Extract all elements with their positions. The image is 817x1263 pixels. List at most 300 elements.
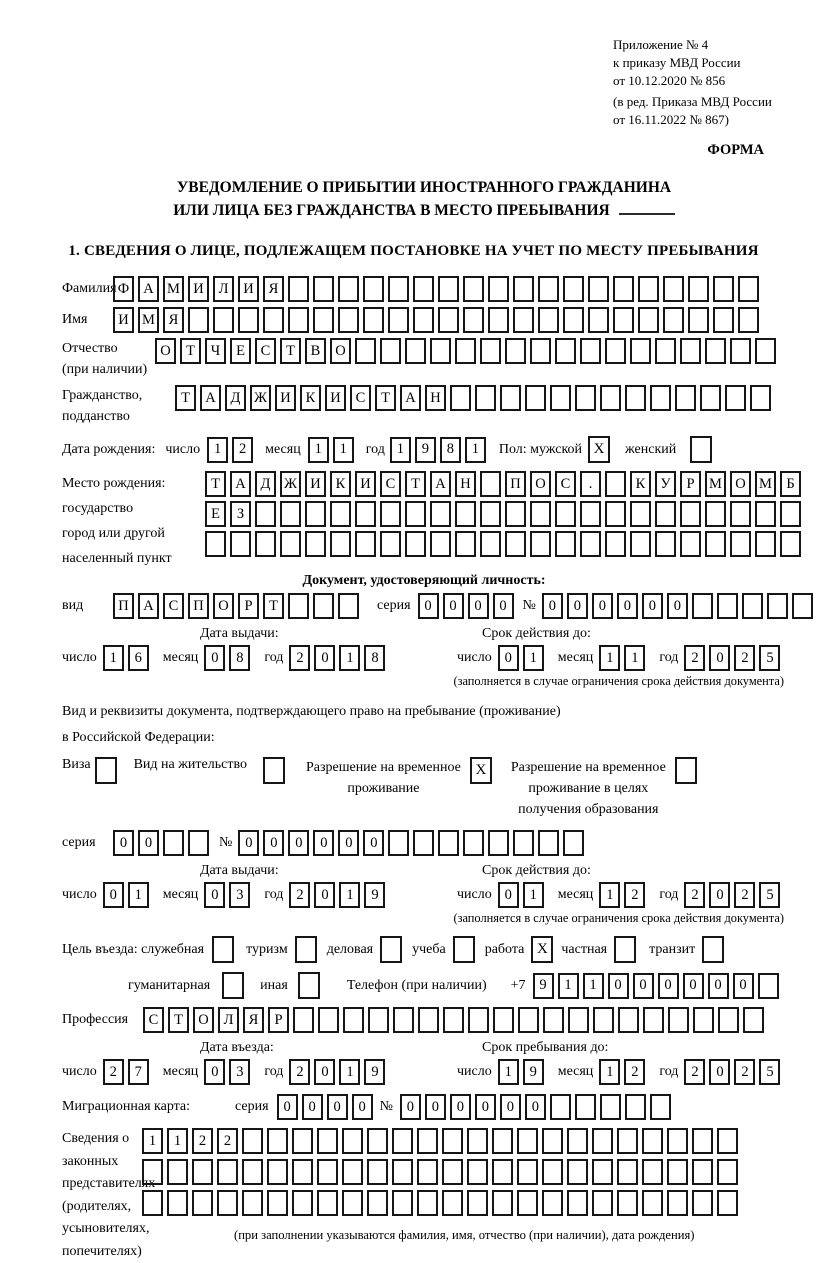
char-cell[interactable]: С	[350, 385, 371, 411]
char-cell[interactable]	[680, 531, 701, 557]
char-cell[interactable]	[605, 338, 626, 364]
char-cell[interactable]: 0	[314, 882, 335, 908]
char-cell[interactable]: 0	[709, 1059, 730, 1085]
char-cell[interactable]	[455, 531, 476, 557]
char-cell[interactable]: 0	[608, 973, 629, 999]
char-cell[interactable]: Т	[280, 338, 301, 364]
char-cell[interactable]	[292, 1190, 313, 1216]
char-cell[interactable]	[455, 338, 476, 364]
char-cell[interactable]	[188, 307, 209, 333]
char-cell[interactable]	[780, 501, 801, 527]
char-cell[interactable]	[588, 276, 609, 302]
char-cell[interactable]: Ф	[113, 276, 134, 302]
char-cell[interactable]	[213, 307, 234, 333]
char-cell[interactable]: Т	[375, 385, 396, 411]
char-cell[interactable]	[730, 501, 751, 527]
char-cell[interactable]	[638, 276, 659, 302]
char-cell[interactable]: 1	[308, 437, 329, 463]
char-cell[interactable]: 1	[523, 645, 544, 671]
char-cell[interactable]	[567, 1128, 588, 1154]
char-cell[interactable]	[380, 338, 401, 364]
char-cell[interactable]	[355, 338, 376, 364]
char-cell[interactable]: 2	[217, 1128, 238, 1154]
char-cell[interactable]	[392, 1128, 413, 1154]
char-cell[interactable]: М	[755, 471, 776, 497]
char-cell[interactable]	[705, 501, 726, 527]
char-cell[interactable]: 0	[400, 1094, 421, 1120]
char-cell[interactable]	[163, 830, 184, 856]
char-cell[interactable]	[238, 307, 259, 333]
char-cell[interactable]: 0	[500, 1094, 521, 1120]
char-cell[interactable]	[517, 1128, 538, 1154]
char-cell[interactable]	[693, 1007, 714, 1033]
char-cell[interactable]: 0	[288, 830, 309, 856]
sex-male-checkbox[interactable]: X	[588, 436, 610, 463]
char-cell[interactable]: 5	[759, 882, 780, 908]
char-cell[interactable]	[388, 276, 409, 302]
char-cell[interactable]	[488, 276, 509, 302]
char-cell[interactable]: 1	[558, 973, 579, 999]
char-cell[interactable]	[355, 531, 376, 557]
char-cell[interactable]	[455, 501, 476, 527]
char-cell[interactable]	[192, 1159, 213, 1185]
char-cell[interactable]: А	[200, 385, 221, 411]
char-cell[interactable]	[480, 531, 501, 557]
char-cell[interactable]	[475, 385, 496, 411]
char-cell[interactable]: 0	[450, 1094, 471, 1120]
char-cell[interactable]	[317, 1190, 338, 1216]
char-cell[interactable]: 0	[204, 882, 225, 908]
char-cell[interactable]: А	[138, 593, 159, 619]
char-cell[interactable]	[392, 1190, 413, 1216]
char-cell[interactable]: 5	[759, 645, 780, 671]
char-cell[interactable]: 1	[583, 973, 604, 999]
char-cell[interactable]	[638, 307, 659, 333]
char-cell[interactable]	[738, 307, 759, 333]
char-cell[interactable]	[493, 1007, 514, 1033]
char-cell[interactable]: 1	[207, 437, 228, 463]
char-cell[interactable]: 0	[567, 593, 588, 619]
char-cell[interactable]: 2	[103, 1059, 124, 1085]
char-cell[interactable]: С	[163, 593, 184, 619]
char-cell[interactable]	[625, 385, 646, 411]
char-cell[interactable]: 0	[313, 830, 334, 856]
char-cell[interactable]: О	[213, 593, 234, 619]
char-cell[interactable]	[405, 338, 426, 364]
char-cell[interactable]	[480, 501, 501, 527]
char-cell[interactable]: П	[188, 593, 209, 619]
char-cell[interactable]	[442, 1159, 463, 1185]
char-cell[interactable]: 0	[338, 830, 359, 856]
char-cell[interactable]	[492, 1159, 513, 1185]
char-cell[interactable]	[655, 531, 676, 557]
char-cell[interactable]: 1	[599, 645, 620, 671]
char-cell[interactable]: 1	[498, 1059, 519, 1085]
char-cell[interactable]	[342, 1190, 363, 1216]
char-cell[interactable]	[705, 531, 726, 557]
char-cell[interactable]: 0	[277, 1094, 298, 1120]
char-cell[interactable]: 0	[542, 593, 563, 619]
char-cell[interactable]	[417, 1190, 438, 1216]
char-cell[interactable]	[555, 338, 576, 364]
char-cell[interactable]	[730, 338, 751, 364]
char-cell[interactable]	[430, 338, 451, 364]
char-cell[interactable]	[592, 1159, 613, 1185]
char-cell[interactable]	[313, 593, 334, 619]
char-cell[interactable]	[463, 307, 484, 333]
char-cell[interactable]: 0	[363, 830, 384, 856]
char-cell[interactable]	[513, 830, 534, 856]
char-cell[interactable]	[242, 1190, 263, 1216]
char-cell[interactable]: 0	[314, 645, 335, 671]
char-cell[interactable]: И	[325, 385, 346, 411]
char-cell[interactable]: 0	[709, 645, 730, 671]
char-cell[interactable]	[480, 338, 501, 364]
char-cell[interactable]	[288, 593, 309, 619]
char-cell[interactable]: Д	[255, 471, 276, 497]
char-cell[interactable]	[438, 276, 459, 302]
char-cell[interactable]	[417, 1128, 438, 1154]
char-cell[interactable]	[292, 1128, 313, 1154]
char-cell[interactable]: А	[430, 471, 451, 497]
char-cell[interactable]	[217, 1190, 238, 1216]
char-cell[interactable]: 2	[734, 1059, 755, 1085]
char-cell[interactable]	[318, 1007, 339, 1033]
char-cell[interactable]	[580, 338, 601, 364]
char-cell[interactable]: С	[380, 471, 401, 497]
char-cell[interactable]	[575, 385, 596, 411]
char-cell[interactable]: 0	[683, 973, 704, 999]
char-cell[interactable]	[667, 1159, 688, 1185]
char-cell[interactable]: А	[230, 471, 251, 497]
char-cell[interactable]	[355, 501, 376, 527]
char-cell[interactable]	[392, 1159, 413, 1185]
char-cell[interactable]	[518, 1007, 539, 1033]
char-cell[interactable]	[713, 307, 734, 333]
char-cell[interactable]: М	[705, 471, 726, 497]
char-cell[interactable]	[543, 1007, 564, 1033]
char-cell[interactable]: А	[400, 385, 421, 411]
char-cell[interactable]	[725, 385, 746, 411]
char-cell[interactable]	[342, 1159, 363, 1185]
char-cell[interactable]: 0	[263, 830, 284, 856]
char-cell[interactable]	[743, 1007, 764, 1033]
char-cell[interactable]	[500, 385, 521, 411]
char-cell[interactable]	[205, 531, 226, 557]
char-cell[interactable]	[667, 1190, 688, 1216]
char-cell[interactable]	[188, 830, 209, 856]
char-cell[interactable]	[555, 501, 576, 527]
char-cell[interactable]	[492, 1190, 513, 1216]
char-cell[interactable]	[538, 830, 559, 856]
char-cell[interactable]: Т	[168, 1007, 189, 1033]
char-cell[interactable]: О	[730, 471, 751, 497]
char-cell[interactable]	[267, 1190, 288, 1216]
char-cell[interactable]: Ж	[280, 471, 301, 497]
char-cell[interactable]	[655, 338, 676, 364]
char-cell[interactable]	[267, 1128, 288, 1154]
char-cell[interactable]	[280, 501, 301, 527]
char-cell[interactable]	[450, 385, 471, 411]
char-cell[interactable]	[167, 1159, 188, 1185]
char-cell[interactable]: И	[113, 307, 134, 333]
char-cell[interactable]	[313, 307, 334, 333]
char-cell[interactable]	[563, 307, 584, 333]
char-cell[interactable]: Ж	[250, 385, 271, 411]
char-cell[interactable]	[613, 276, 634, 302]
char-cell[interactable]	[505, 531, 526, 557]
purpose-private-checkbox[interactable]	[614, 936, 636, 963]
char-cell[interactable]: 2	[289, 645, 310, 671]
char-cell[interactable]	[305, 501, 326, 527]
char-cell[interactable]: 1	[339, 1059, 360, 1085]
char-cell[interactable]: Я	[263, 276, 284, 302]
char-cell[interactable]	[380, 531, 401, 557]
char-cell[interactable]	[688, 276, 709, 302]
char-cell[interactable]: 0	[418, 593, 439, 619]
char-cell[interactable]	[488, 307, 509, 333]
char-cell[interactable]: 2	[232, 437, 253, 463]
char-cell[interactable]: 0	[667, 593, 688, 619]
char-cell[interactable]: О	[193, 1007, 214, 1033]
char-cell[interactable]	[593, 1007, 614, 1033]
char-cell[interactable]: 2	[192, 1128, 213, 1154]
char-cell[interactable]	[142, 1159, 163, 1185]
char-cell[interactable]	[480, 471, 501, 497]
char-cell[interactable]	[542, 1190, 563, 1216]
char-cell[interactable]: Т	[175, 385, 196, 411]
char-cell[interactable]	[530, 338, 551, 364]
char-cell[interactable]: 2	[624, 1059, 645, 1085]
char-cell[interactable]	[588, 307, 609, 333]
char-cell[interactable]	[692, 593, 713, 619]
char-cell[interactable]	[738, 276, 759, 302]
char-cell[interactable]: Е	[205, 501, 226, 527]
char-cell[interactable]	[530, 501, 551, 527]
char-cell[interactable]: 0	[238, 830, 259, 856]
char-cell[interactable]: 9	[364, 1059, 385, 1085]
purpose-other-checkbox[interactable]	[298, 972, 320, 999]
char-cell[interactable]	[550, 1094, 571, 1120]
char-cell[interactable]: 6	[128, 645, 149, 671]
char-cell[interactable]	[338, 307, 359, 333]
char-cell[interactable]: 0	[592, 593, 613, 619]
char-cell[interactable]: П	[113, 593, 134, 619]
char-cell[interactable]	[605, 531, 626, 557]
char-cell[interactable]	[758, 973, 779, 999]
char-cell[interactable]	[438, 830, 459, 856]
char-cell[interactable]: 2	[684, 1059, 705, 1085]
char-cell[interactable]: 0	[633, 973, 654, 999]
char-cell[interactable]: М	[163, 276, 184, 302]
char-cell[interactable]	[542, 1128, 563, 1154]
char-cell[interactable]	[288, 307, 309, 333]
char-cell[interactable]	[388, 307, 409, 333]
char-cell[interactable]: 2	[289, 1059, 310, 1085]
char-cell[interactable]	[618, 1007, 639, 1033]
char-cell[interactable]: 0	[617, 593, 638, 619]
char-cell[interactable]: Т	[180, 338, 201, 364]
char-cell[interactable]: 0	[103, 882, 124, 908]
char-cell[interactable]	[617, 1128, 638, 1154]
char-cell[interactable]	[575, 1094, 596, 1120]
char-cell[interactable]	[567, 1159, 588, 1185]
char-cell[interactable]: У	[655, 471, 676, 497]
char-cell[interactable]	[630, 501, 651, 527]
char-cell[interactable]	[513, 307, 534, 333]
char-cell[interactable]	[568, 1007, 589, 1033]
char-cell[interactable]	[592, 1190, 613, 1216]
char-cell[interactable]	[467, 1190, 488, 1216]
char-cell[interactable]	[317, 1128, 338, 1154]
char-cell[interactable]	[430, 501, 451, 527]
char-cell[interactable]	[267, 1159, 288, 1185]
char-cell[interactable]	[230, 531, 251, 557]
char-cell[interactable]: Д	[225, 385, 246, 411]
char-cell[interactable]	[717, 593, 738, 619]
char-cell[interactable]	[517, 1159, 538, 1185]
char-cell[interactable]	[367, 1159, 388, 1185]
char-cell[interactable]	[305, 531, 326, 557]
char-cell[interactable]	[405, 501, 426, 527]
char-cell[interactable]: 1	[333, 437, 354, 463]
char-cell[interactable]: 1	[142, 1128, 163, 1154]
char-cell[interactable]: 0	[204, 1059, 225, 1085]
char-cell[interactable]	[255, 531, 276, 557]
char-cell[interactable]: 2	[734, 882, 755, 908]
char-cell[interactable]	[642, 1128, 663, 1154]
char-cell[interactable]	[393, 1007, 414, 1033]
char-cell[interactable]	[600, 1094, 621, 1120]
char-cell[interactable]	[413, 830, 434, 856]
char-cell[interactable]: 1	[339, 882, 360, 908]
char-cell[interactable]: Н	[425, 385, 446, 411]
char-cell[interactable]	[705, 338, 726, 364]
char-cell[interactable]: 0	[138, 830, 159, 856]
char-cell[interactable]	[538, 276, 559, 302]
char-cell[interactable]	[463, 276, 484, 302]
char-cell[interactable]	[413, 276, 434, 302]
char-cell[interactable]: Я	[243, 1007, 264, 1033]
char-cell[interactable]: 0	[498, 645, 519, 671]
char-cell[interactable]	[380, 501, 401, 527]
char-cell[interactable]: Я	[163, 307, 184, 333]
char-cell[interactable]	[317, 1159, 338, 1185]
char-cell[interactable]: .	[580, 471, 601, 497]
char-cell[interactable]	[650, 385, 671, 411]
char-cell[interactable]	[617, 1159, 638, 1185]
char-cell[interactable]: 0	[708, 973, 729, 999]
char-cell[interactable]	[217, 1159, 238, 1185]
char-cell[interactable]: Ч	[205, 338, 226, 364]
char-cell[interactable]	[643, 1007, 664, 1033]
char-cell[interactable]: 0	[475, 1094, 496, 1120]
residence-permit-checkbox[interactable]	[263, 757, 285, 784]
char-cell[interactable]	[467, 1159, 488, 1185]
char-cell[interactable]: 0	[493, 593, 514, 619]
char-cell[interactable]	[505, 501, 526, 527]
char-cell[interactable]: И	[238, 276, 259, 302]
char-cell[interactable]: С	[143, 1007, 164, 1033]
char-cell[interactable]: 8	[440, 437, 461, 463]
char-cell[interactable]	[463, 830, 484, 856]
visa-checkbox[interactable]	[95, 757, 117, 784]
char-cell[interactable]: 0	[709, 882, 730, 908]
char-cell[interactable]	[613, 307, 634, 333]
char-cell[interactable]	[363, 276, 384, 302]
char-cell[interactable]	[650, 1094, 671, 1120]
char-cell[interactable]: 0	[525, 1094, 546, 1120]
char-cell[interactable]	[630, 338, 651, 364]
char-cell[interactable]	[418, 1007, 439, 1033]
char-cell[interactable]	[405, 531, 426, 557]
char-cell[interactable]	[388, 830, 409, 856]
char-cell[interactable]: П	[505, 471, 526, 497]
char-cell[interactable]: Р	[680, 471, 701, 497]
purpose-business-checkbox[interactable]	[212, 936, 234, 963]
char-cell[interactable]: 0	[425, 1094, 446, 1120]
char-cell[interactable]	[167, 1190, 188, 1216]
char-cell[interactable]	[342, 1128, 363, 1154]
char-cell[interactable]	[367, 1190, 388, 1216]
char-cell[interactable]: К	[330, 471, 351, 497]
char-cell[interactable]	[630, 531, 651, 557]
char-cell[interactable]: С	[255, 338, 276, 364]
char-cell[interactable]: 1	[523, 882, 544, 908]
char-cell[interactable]	[592, 1128, 613, 1154]
char-cell[interactable]: 1	[599, 882, 620, 908]
char-cell[interactable]: 2	[684, 645, 705, 671]
char-cell[interactable]	[730, 531, 751, 557]
char-cell[interactable]: 0	[113, 830, 134, 856]
char-cell[interactable]: 1	[390, 437, 411, 463]
char-cell[interactable]: 1	[465, 437, 486, 463]
char-cell[interactable]: 0	[468, 593, 489, 619]
char-cell[interactable]	[443, 1007, 464, 1033]
char-cell[interactable]	[692, 1159, 713, 1185]
char-cell[interactable]: З	[230, 501, 251, 527]
char-cell[interactable]	[413, 307, 434, 333]
char-cell[interactable]	[655, 501, 676, 527]
char-cell[interactable]	[467, 1128, 488, 1154]
char-cell[interactable]	[513, 276, 534, 302]
char-cell[interactable]: 9	[415, 437, 436, 463]
char-cell[interactable]: Т	[263, 593, 284, 619]
char-cell[interactable]: 1	[103, 645, 124, 671]
char-cell[interactable]	[663, 276, 684, 302]
char-cell[interactable]	[330, 531, 351, 557]
char-cell[interactable]	[600, 385, 621, 411]
char-cell[interactable]: Е	[230, 338, 251, 364]
char-cell[interactable]	[192, 1190, 213, 1216]
char-cell[interactable]: 1	[128, 882, 149, 908]
char-cell[interactable]: И	[275, 385, 296, 411]
char-cell[interactable]	[700, 385, 721, 411]
char-cell[interactable]: 1	[624, 645, 645, 671]
char-cell[interactable]	[442, 1128, 463, 1154]
char-cell[interactable]	[688, 307, 709, 333]
char-cell[interactable]	[242, 1159, 263, 1185]
char-cell[interactable]: О	[155, 338, 176, 364]
char-cell[interactable]	[280, 531, 301, 557]
char-cell[interactable]: И	[355, 471, 376, 497]
purpose-transit-checkbox[interactable]	[702, 936, 724, 963]
char-cell[interactable]: Т	[405, 471, 426, 497]
title-blank-underline[interactable]	[619, 201, 675, 215]
char-cell[interactable]	[717, 1128, 738, 1154]
char-cell[interactable]: 0	[498, 882, 519, 908]
char-cell[interactable]	[338, 276, 359, 302]
